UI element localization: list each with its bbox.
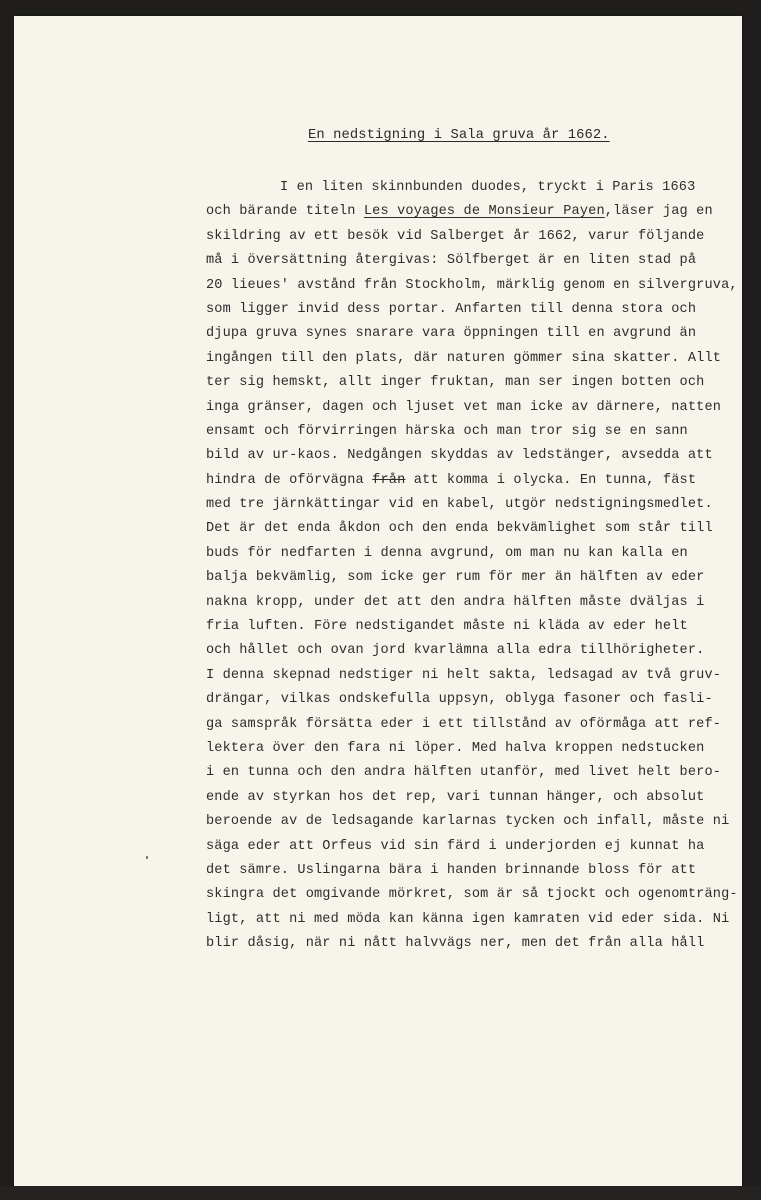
text-line: Det är det enda åkdon och den enda bekvämlighet som står till [206, 521, 713, 537]
text-line: 20 lieues' avstånd från Stockholm, märklig genom en silvergruva, [206, 277, 738, 293]
text-line: balja bekvämlig, som icke ger rum för mer än hälften av eder [206, 570, 705, 586]
text-line: I denna skepnad nedstiger ni helt sakta, ledsagad av två gruv- [206, 667, 722, 683]
text-line: djupa gruva synes snarare vara öppningen till en avgrund än [206, 326, 697, 342]
text-line: med tre järnkättingar vid en kabel, utgör nedstigningsmedlet. [206, 497, 713, 513]
text-line: och hållet och ovan jord kvarlämna alla edra tillhörigheter. [206, 643, 705, 659]
text-line: ga samspråk försätta eder i ett tillstånd av oförmåga att ref- [206, 716, 722, 732]
struck-word: från [372, 472, 406, 488]
text-line: I en liten skinnbunden duodes, tryckt i Paris 1663 [280, 180, 696, 195]
text-line: drängar, vilkas ondskefulla uppsyn, oblyga fasoner och fasli- [206, 692, 713, 708]
text-line: lektera över den fara ni löper. Med halva kroppen nedstucken [206, 740, 705, 756]
text-line: ligt, att ni med möda kan känna igen kamraten vid eder sida. Ni [206, 911, 730, 927]
paper-speck [146, 856, 148, 859]
text-line: som ligger invid dess portar. Anfarten till denna stora och [206, 301, 697, 317]
text-line: blir dåsig, när ni nått halvvägs ner, men det från alla håll [206, 936, 705, 952]
document-title: En nedstigning i Sala gruva år 1662. [308, 128, 610, 143]
text-line: inga gränser, dagen och ljuset vet man icke av därnere, natten [206, 399, 722, 415]
text-line: i en tunna och den andra hälften utanför, med livet helt bero- [206, 765, 722, 781]
text-line: ter sig hemskt, allt inger fruktan, man ser ingen botten och [206, 375, 705, 391]
text-line: nakna kropp, under det att den andra hälften måste dväljas i [206, 594, 705, 610]
text-line: ingången till den plats, där naturen gömmer sina skatter. Allt [206, 350, 722, 366]
text-line: må i översättning återgivas: Sölfberget är en liten stad på [206, 253, 697, 269]
book-title: Les voyages de Monsieur Payen [363, 204, 605, 220]
scan-background-strip [0, 1186, 761, 1200]
text-line: det sämre. Uslingarna bära i handen brinnande bloss för att [206, 862, 697, 878]
text-line: skildring av ett besök vid Salberget år 1662, varur följande [206, 228, 705, 244]
text-line: skingra det omgivande mörkret, som är så tjockt och ogenomträng- [206, 887, 738, 903]
text-line: fria luften. Före nedstigandet måste ni kläda av eder helt [206, 619, 688, 635]
text-line: beroende av de ledsagande karlarnas tycken och infall, måste ni [206, 814, 730, 830]
text-line: säga eder att Orfeus vid sin färd i underjorden ej kunnat ha [206, 838, 705, 854]
text-line: hindra de oförvägna från att komma i olycka. En tunna, fäst [206, 472, 697, 488]
text-line: ensamt och förvirringen härska och man tror sig se en sann [206, 423, 688, 439]
text-line: ende av styrkan hos det rep, vari tunnan hänger, och absolut [206, 789, 705, 805]
document-body [206, 176, 746, 957]
text-line: buds för nedfarten i denna avgrund, om man nu kan kalla en [206, 545, 688, 561]
text-line: och bärande titeln Les voyages de Monsieur Payen,läser jag en [206, 204, 713, 220]
text-line: bild av ur-kaos. Nedgången skyddas av ledstänger, avsedda att [206, 448, 713, 464]
